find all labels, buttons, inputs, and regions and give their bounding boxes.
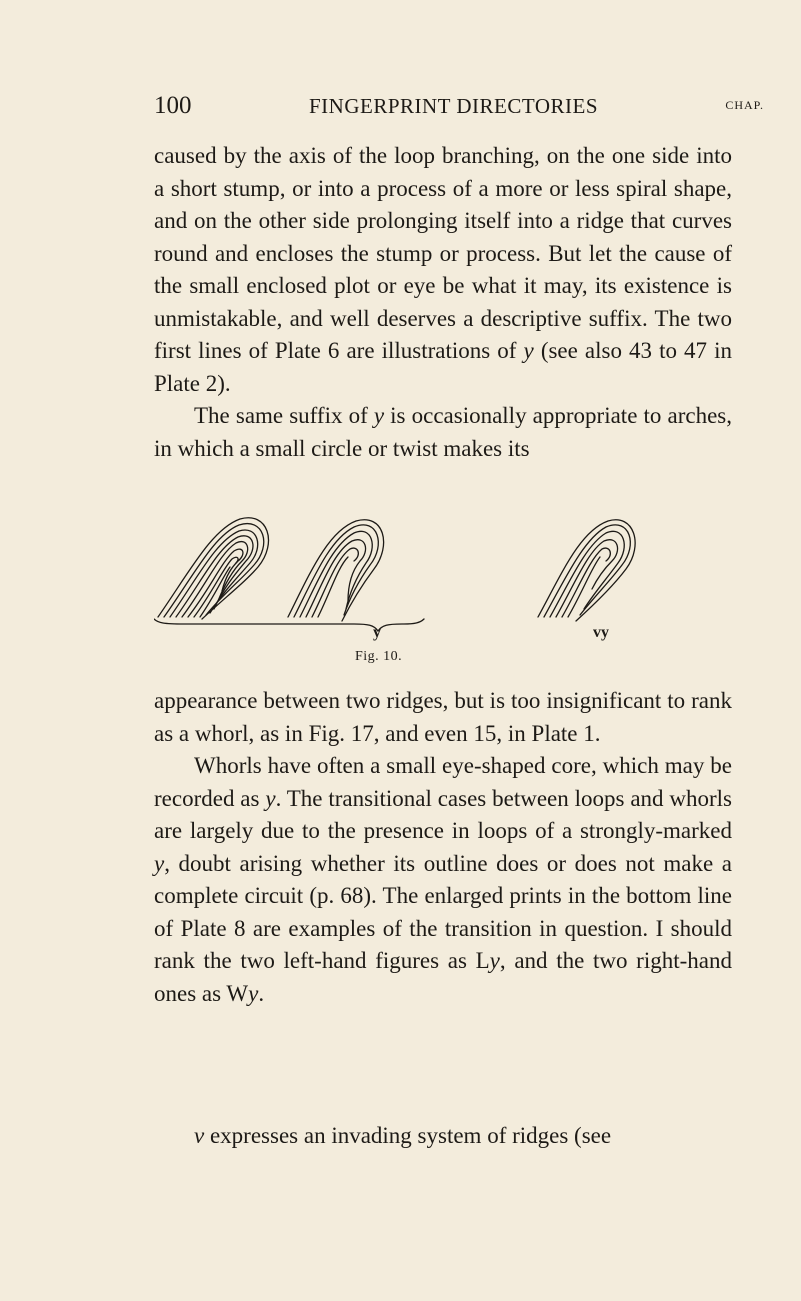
loop-figure-3 [538, 520, 635, 621]
text-span: . [258, 980, 265, 1006]
figure-10 [154, 505, 732, 675]
text-span: is occasionally appropriate to arches, in which a small circle or twist makes its [154, 403, 732, 461]
paragraph [154, 750, 732, 1010]
italic-y: y [265, 785, 276, 811]
text-block-bottom [154, 1120, 732, 1153]
text-span: caused by the axis of the loop branching, on the one side into a short stump, or into a process of a more or less spiral shape, and on the other side prolonging itself into a ridge that curves round and encloses the stump or process. But let the cause of the small enclosed plot or eye be what it may, its existence is unmistakable, and well deserves a descriptive suffix. The two first lines of Plate 6 are illustrations of [154, 143, 732, 363]
italic-y: y [154, 850, 165, 876]
paragraph [154, 400, 732, 465]
paragraph [154, 140, 732, 400]
grouping-brace [154, 619, 424, 631]
chapter-label: CHAP. [725, 98, 764, 112]
italic-v: v [194, 1123, 205, 1148]
text-span: , doubt arising whether its outline does or does not make a complete circuit (p. 68). The enlarged prints in the bottom line of Plate 8 are examples of the transition in question. I should rank the two left-hand figures as L [154, 850, 732, 973]
italic-y: y [489, 948, 500, 973]
loop-figure-2 [288, 520, 384, 621]
paragraph [154, 1120, 732, 1153]
text-span: The same suffix of [194, 403, 374, 428]
figure-caption: Fig. 10. [355, 649, 403, 664]
fingerprint-loops-illustration [154, 505, 732, 675]
paragraph: appearance between two ridges, but is too insignificant to rank as a whorl, as in Fig. 17, and even 15, in Plate 1. [154, 688, 732, 746]
figure-label-vy: vy [593, 624, 609, 641]
text-span: (see also 43 to 47 in Plate 2). [154, 338, 733, 396]
page-header [154, 92, 764, 122]
text-block-middle [154, 685, 732, 1010]
text-span: expresses an invading system of ridges (see [204, 1123, 612, 1148]
text-span: Whorls have often a small eye-shaped core, which may be recorded as [154, 753, 732, 811]
running-head: FINGERPRINT DIRECTORIES [309, 94, 599, 118]
italic-y: y [248, 980, 259, 1006]
text-span: , and the two right-hand ones as W [154, 948, 732, 1006]
figure-label-y: y [373, 624, 381, 641]
text-span: . The transitional cases between loops and whorls are largely due to the presence in loops of a strongly-marked [154, 785, 732, 843]
page-number: 100 [154, 92, 192, 119]
text-block-top [154, 140, 732, 465]
italic-y: y [373, 403, 385, 428]
italic-y: y [523, 338, 534, 363]
loop-figure-1 [158, 518, 268, 619]
